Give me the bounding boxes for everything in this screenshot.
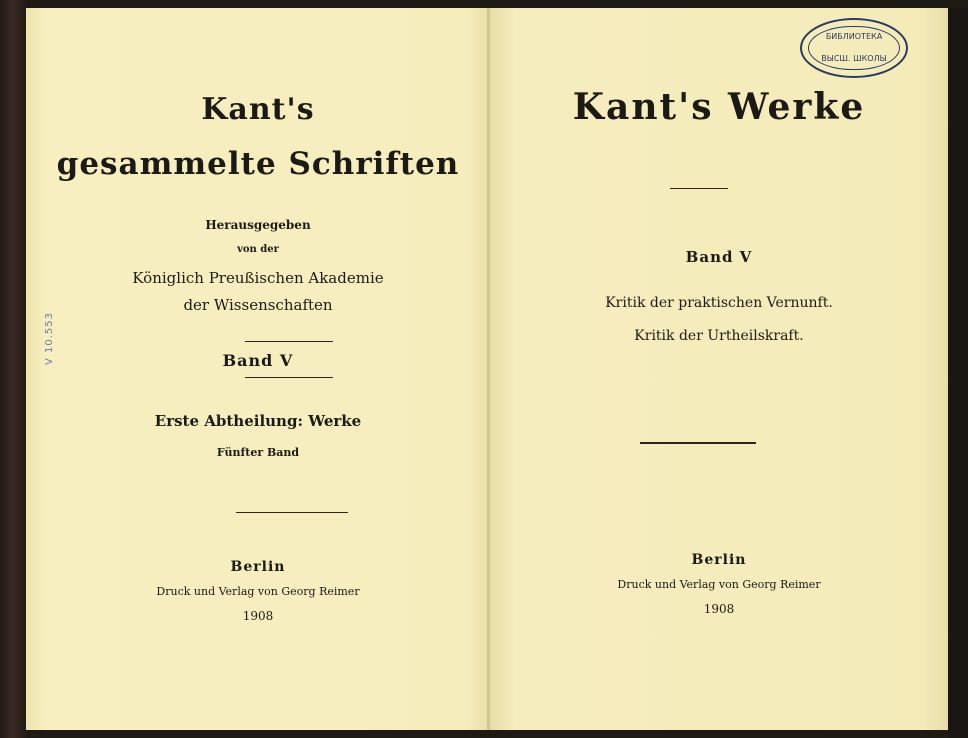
volume-rule-bottom	[245, 377, 333, 378]
right-title-rule	[670, 188, 728, 189]
stamp-line1: БИБЛИОТЕКА	[825, 32, 883, 41]
editor-line3: Königlich Preußischen Akademie	[132, 269, 384, 287]
right-page	[490, 8, 948, 730]
right-edge-shadow	[948, 8, 968, 738]
stamp-line2: ВЫСШ. ШКОЛЫ	[821, 54, 887, 63]
left-page	[26, 8, 490, 730]
section-title: Erste Abtheilung: Werke	[154, 412, 362, 430]
left-title-line2: gesammelte Schriften	[56, 146, 460, 182]
left-title-line1: Kant's	[201, 92, 315, 127]
shelfmark: V 10.553	[44, 311, 55, 365]
right-volume: Band V	[685, 248, 753, 266]
work-title-2: Kritik der Urtheilskraft.	[634, 328, 804, 344]
editor-line4: der Wissenschaften	[183, 296, 333, 314]
editor-line1: Herausgegeben	[205, 218, 311, 232]
library-stamp	[800, 18, 908, 78]
right-divider	[640, 442, 756, 444]
right-year: 1908	[703, 602, 735, 616]
work-title-1: Kritik der praktischen Vernunft.	[605, 295, 833, 311]
editor-line2: von der	[237, 244, 279, 255]
left-volume: Band V	[222, 351, 294, 370]
left-year: 1908	[242, 609, 274, 623]
section-volume: Fünfter Band	[216, 446, 300, 459]
volume-rule-top	[245, 341, 333, 342]
left-divider	[236, 512, 348, 513]
left-publisher: Druck und Verlag von Georg Reimer	[156, 585, 360, 598]
right-publisher: Druck und Verlag von Georg Reimer	[617, 578, 821, 591]
right-city: Berlin	[691, 552, 747, 568]
right-title: Kant's Werke	[572, 86, 866, 128]
left-city: Berlin	[230, 559, 286, 575]
